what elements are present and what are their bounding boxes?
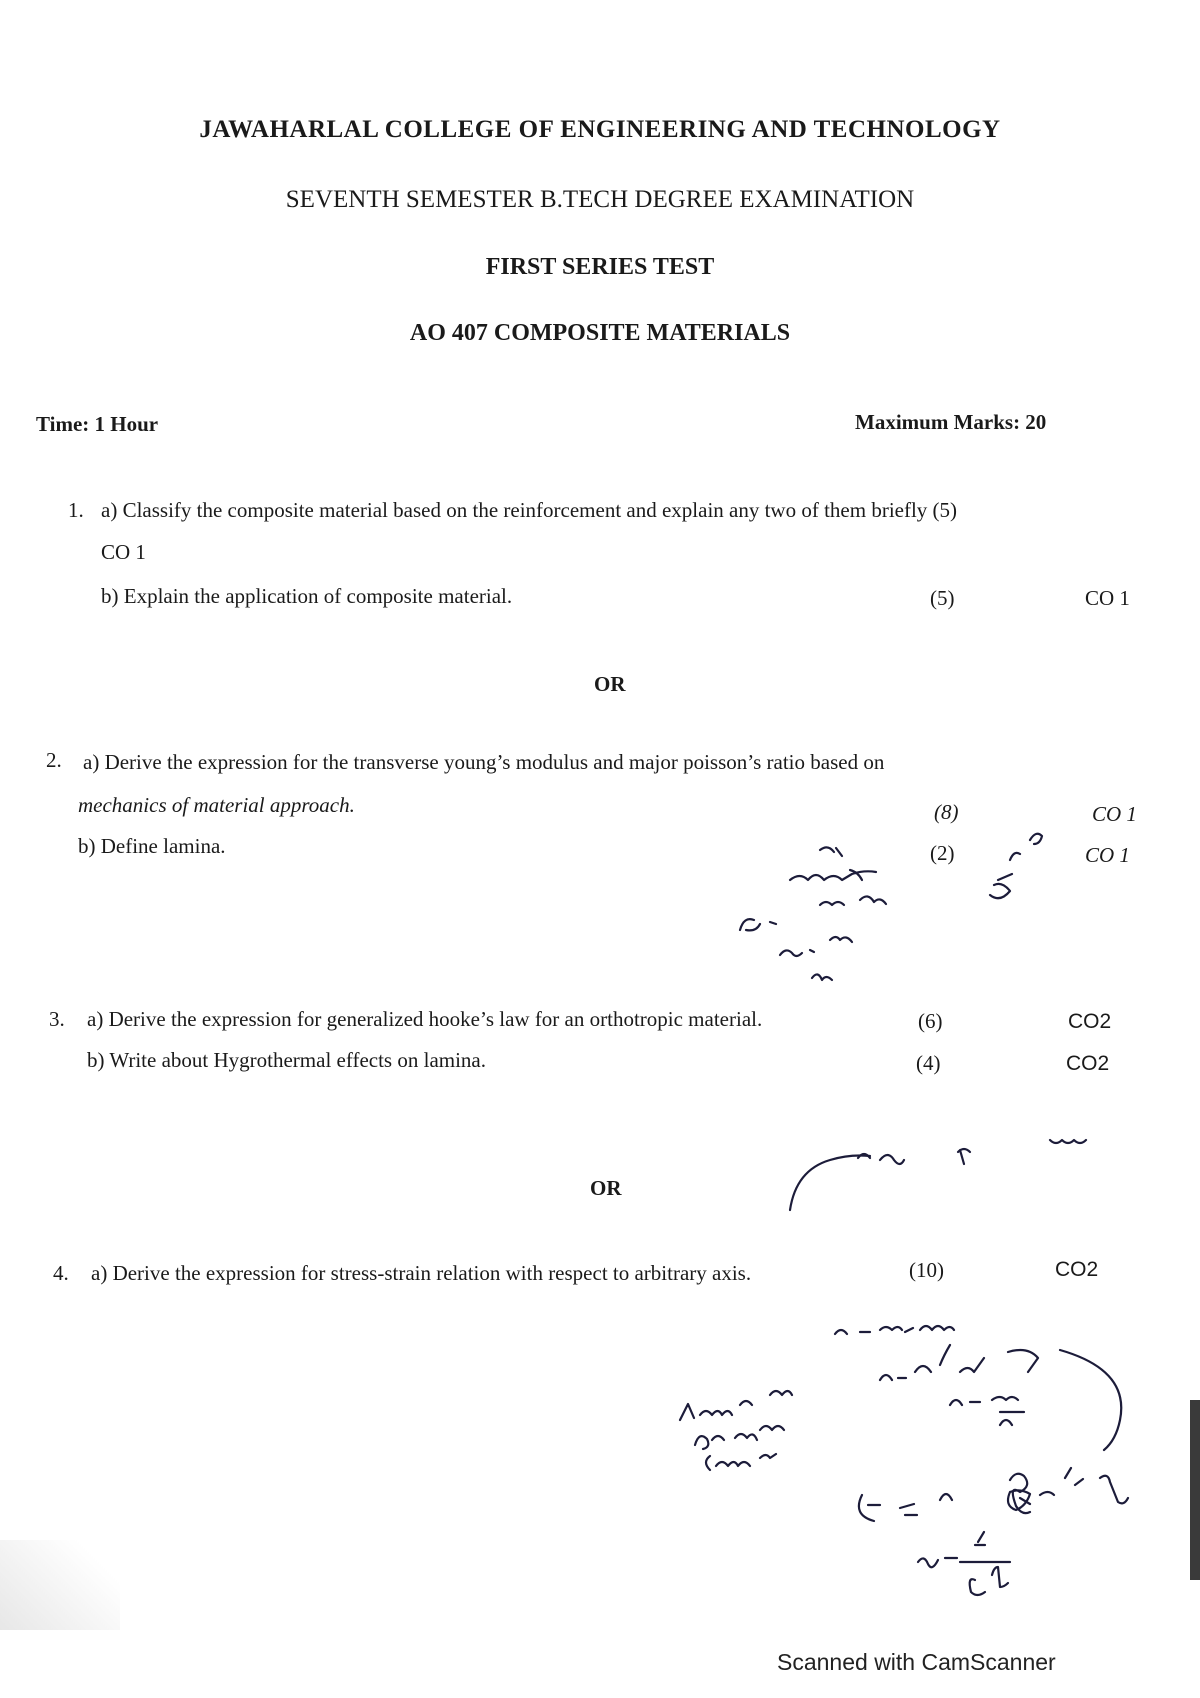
or-separator: OR [590,1176,622,1200]
scribble-mark [835,1326,954,1334]
college-name: JAWAHARLAL COLLEGE OF ENGINEERING AND TECHNOLOGY [199,116,1001,143]
question-marks: (4) [916,1051,941,1075]
course-outcome: CO 1 [1085,586,1130,610]
question-number: 3. [49,1007,65,1031]
question-part-text: a) Derive the expression for the transverse young’s modulus and major poisson’s ratio based on [83,750,885,774]
course-title: AO 407 COMPOSITE MATERIALS [409,320,791,346]
scan-corner-smudge [0,1540,120,1630]
test-title: FIRST SERIES TEST [485,254,715,280]
question-part-text: a) Derive the expression for generalized hooke’s law for an orthotropic material. [87,1007,763,1031]
scribble-mark [812,974,832,980]
course-outcome: CO 1 [1085,843,1130,867]
scribble-mark [1008,1490,1030,1510]
time-allowed: Time: 1 Hour [36,412,159,436]
course-outcome: CO2 [1068,1010,1112,1033]
question-part-text: b) Explain the application of composite material. [101,584,513,608]
question-part-text: b) Write about Hygrothermal effects on lamina. [87,1048,486,1072]
scribble-mark [790,870,876,880]
exam-title: SEVENTH SEMESTER B.TECH DEGREE EXAMINATION [285,186,915,213]
question-number: 4. [53,1261,69,1285]
scanner-watermark: Scanned with CamScanner [777,1649,1056,1675]
question-number: 2. [46,748,62,772]
scribble-mark [1050,1140,1086,1143]
or-separator: OR [594,672,626,696]
question-marks: (6) [918,1009,943,1033]
question-marks: (10) [909,1258,944,1282]
scribble-mark [706,1454,776,1470]
scribble-mark [1008,1350,1038,1372]
scribble-mark [958,1149,970,1164]
scribble-mark [859,1468,1128,1521]
course-outcome: CO2 [1066,1052,1110,1075]
question-marks: (8) [934,800,959,824]
scribble-mark [790,1156,870,1211]
question-part-text: b) Define lamina. [78,834,226,858]
scribble-mark [1060,1350,1121,1450]
scribble-mark [680,1391,792,1420]
scan-edge-shadow [1190,1400,1200,1580]
scribble-mark [820,847,842,856]
course-outcome: CO2 [1055,1258,1099,1281]
question-number: 1. [68,498,84,522]
question-part-text: a) Classify the composite material based on the reinforcement and explain any two of them briefly (5) [101,498,958,522]
question-marks: (5) [930,586,955,610]
scribble-mark [858,1154,904,1164]
scribble-mark [918,1532,1010,1595]
course-outcome: CO 1 [101,540,146,564]
scribble-mark [950,1397,1024,1425]
scribble-mark [740,919,776,930]
course-outcome: CO 1 [1092,802,1137,826]
maximum-marks: Maximum Marks: 20 [855,410,1047,434]
scribble-mark [990,834,1042,898]
scribble-mark [780,937,852,956]
scribble-mark [880,1345,984,1380]
scribble-mark [695,1426,784,1449]
question-marks: (2) [930,841,955,865]
question-part-text-continued: mechanics of material approach. [78,793,355,817]
scribble-mark [820,896,886,905]
question-part-text: a) Derive the expression for stress-strain relation with respect to arbitrary axis. [91,1261,752,1285]
